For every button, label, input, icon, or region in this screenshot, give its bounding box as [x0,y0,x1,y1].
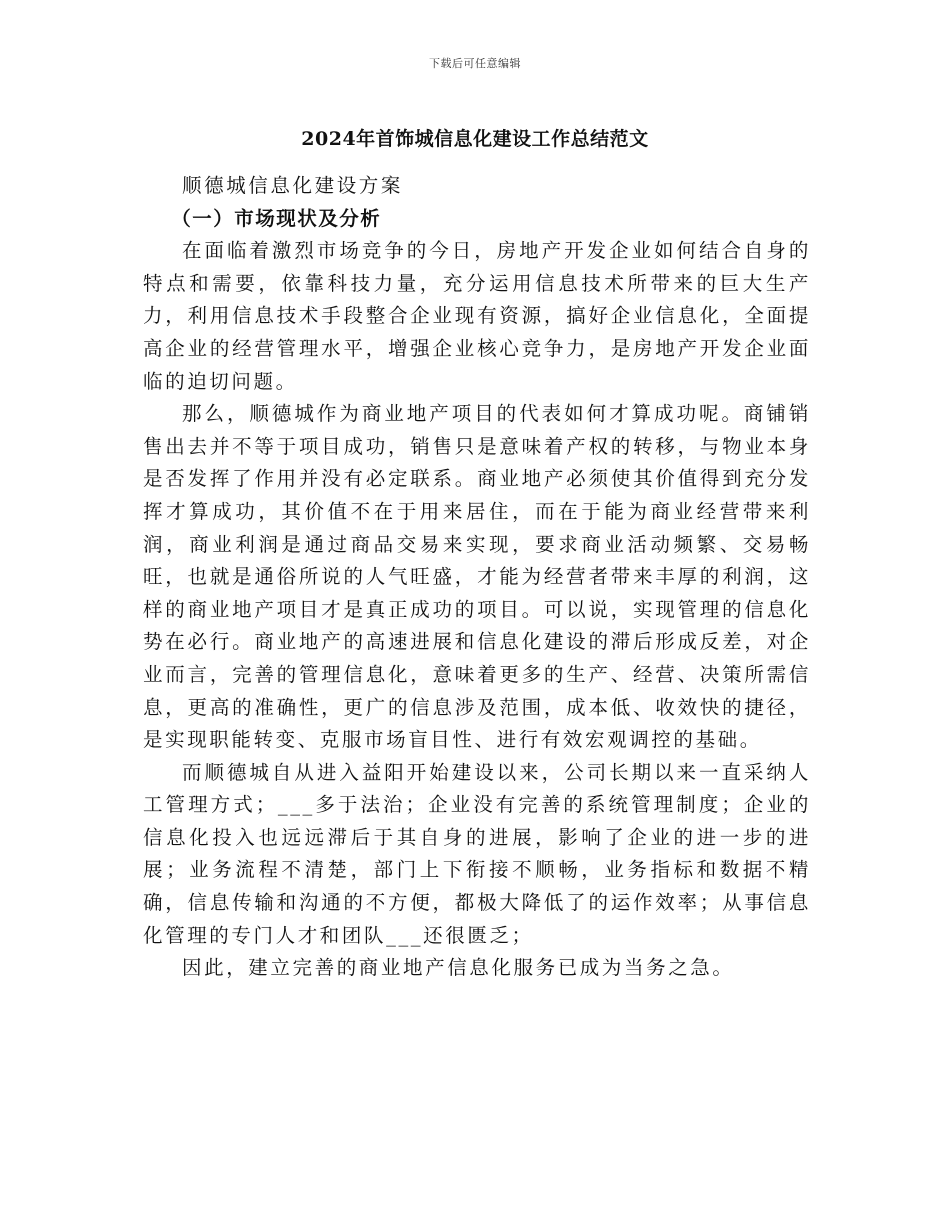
paragraph-2: 那么，顺德城作为商业地产项目的代表如何才算成功呢。商铺销售出去并不等于项目成功，销售只是意味着产权的转移，与物业本身是否发挥了作用并没有必定联系。商业地产必须使其价值得到充分发挥才算成功，其价值不在于用来居住，而在于能为商业经营带来利润，商业利润是通过商品交易来实现，要求商业活动频繁、交易畅旺，也就是通俗所说的人气旺盛，才能为经营者带来丰厚的利润，这样的商业地产项目才是真正成功的项目。可以说，实现管理的信息化势在必行。商业地产的高速进展和信息化建设的滞后形成反差，对企业而言，完善的管理信息化，意味着更多的生产、经营、决策所需信息，更高的准确性，更广的信息涉及范围，成本低、收效快的捷径，是实现职能转变、克服市场盲目性、进行有效宏观调控的基础。 [143,402,811,752]
document-subtitle: 顺德城信息化建设方案 [182,174,404,197]
header-note: 下载后可任意编辑 [429,57,521,70]
paragraph-3: 而顺德城自从进入益阳开始建设以来，公司长期以来一直采纳人工管理方式；___多于法治；企业没有完善的系统管理制度；企业的信息化投入也远远滞后于其自身的进展，影响了企业的进一步的进展；业务流程不清楚，部门上下衔接不顺畅，业务指标和数据不精确，信息传输和沟通的不方便，都极大降低了的运作效率；从事信息化管理的专门人才和团队___还很匮乏； [143,760,811,947]
document-title: 2024年首饰城信息化建设工作总结范文 [301,128,649,150]
paragraph-4: 因此，建立完善的商业地产信息化服务已成为当务之急。 [182,956,735,980]
section-heading: （一）市场现状及分析 [171,206,382,230]
paragraph-1: 在面临着激烈市场竞争的今日，房地产开发企业如何结合自身的特点和需要，依靠科技力量，充分运用信息技术所带来的巨大生产力，利用信息技术手段整合企业现有资源，搞好企业信息化，全面提高企业的经营管理水平，增强企业核心竞争力，是房地产开发企业面临的迫切问题。 [143,239,811,393]
document-body [143,170,811,985]
